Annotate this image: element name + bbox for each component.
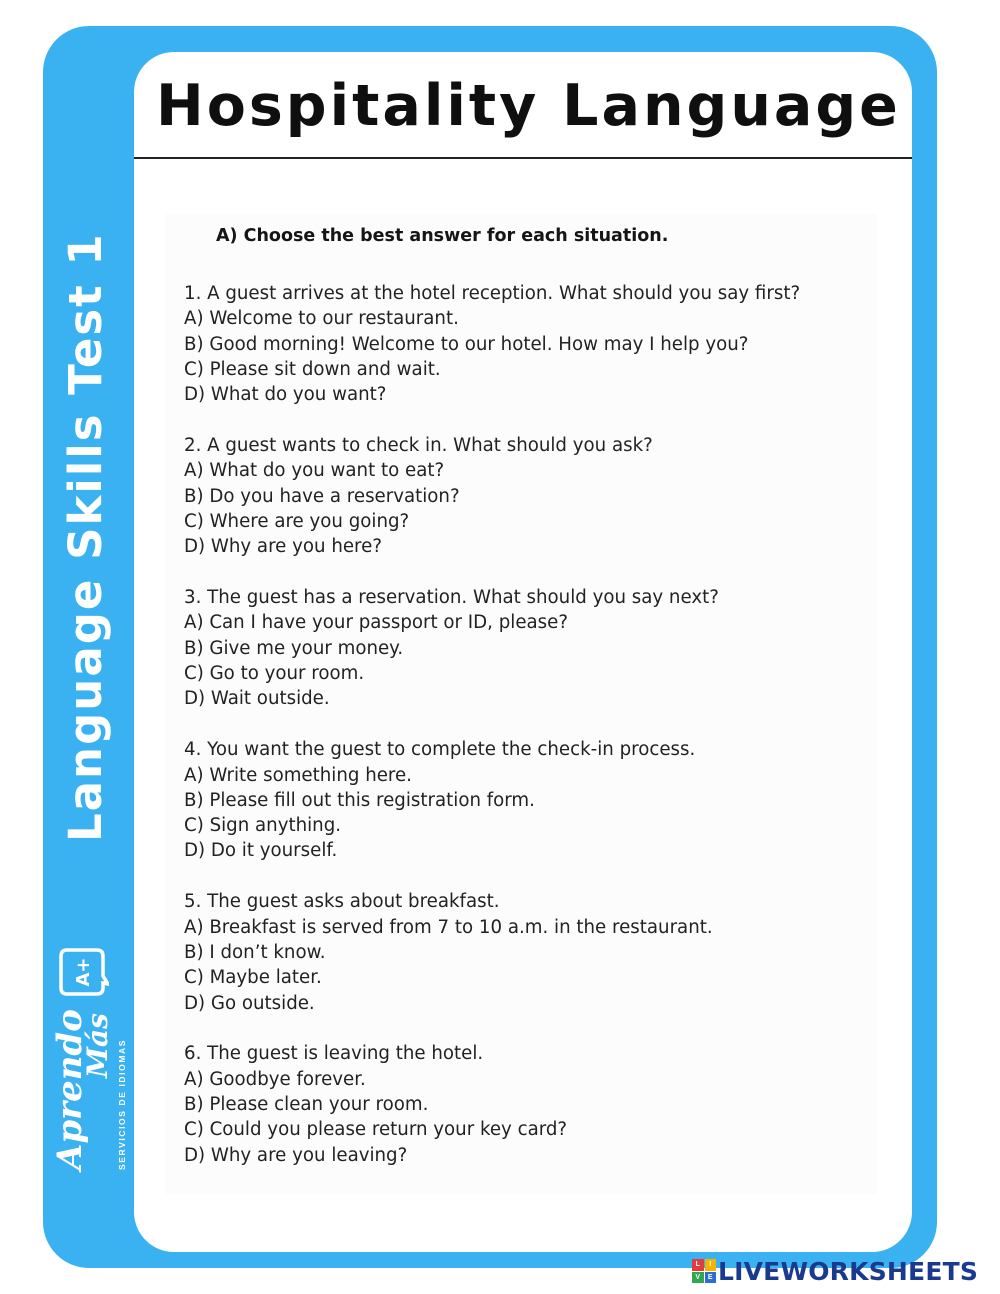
- answer-option[interactable]: C) Sign anything.: [184, 815, 342, 837]
- answer-option[interactable]: A) Can I have your passport or ID, please?: [184, 612, 568, 634]
- answer-option[interactable]: B) I don’t know.: [184, 941, 326, 963]
- answer-option[interactable]: D) Why are you leaving?: [184, 1144, 408, 1166]
- answer-option[interactable]: C) Please sit down and wait.: [184, 358, 441, 380]
- question-block: [184, 889, 874, 1015]
- brand-line-1: Aprendo: [50, 1009, 90, 1170]
- answer-option[interactable]: D) Wait outside.: [184, 688, 330, 710]
- side-title: Language Skills Test 1: [59, 232, 112, 842]
- answer-option[interactable]: B) Please clean your room.: [184, 1093, 429, 1115]
- answer-option[interactable]: B) Good morning! Welcome to our hotel. How may I help you?: [184, 333, 749, 355]
- answer-option[interactable]: A) Welcome to our restaurant.: [184, 308, 459, 330]
- page-title: Hospitality Language: [156, 73, 901, 139]
- mark-letter: L: [692, 1259, 704, 1271]
- answer-option[interactable]: D) Why are you here?: [184, 536, 382, 558]
- answer-option[interactable]: C) Where are you going?: [184, 510, 410, 532]
- question-prompt: 6. The guest is leaving the hotel.: [184, 1043, 484, 1065]
- aprendo-mas-logo: [50, 944, 135, 1170]
- answer-option[interactable]: A) Goodbye forever.: [184, 1068, 366, 1090]
- question-prompt: 3. The guest has a reservation. What should you say next?: [184, 587, 719, 609]
- answer-option[interactable]: A) Breakfast is served from 7 to 10 a.m. in the restaurant.: [184, 916, 713, 938]
- section-instruction: A) Choose the best answer for each situation.: [216, 226, 669, 246]
- mark-letter: V: [692, 1272, 704, 1284]
- answer-option[interactable]: C) Maybe later.: [184, 967, 322, 989]
- answer-option[interactable]: D) Do it yourself.: [184, 840, 338, 862]
- mark-letter: E: [705, 1272, 717, 1284]
- answer-option[interactable]: D) What do you want?: [184, 384, 387, 406]
- liveworksheets-logo[interactable]: [692, 1256, 978, 1286]
- title-divider: [134, 157, 912, 159]
- answer-option[interactable]: B) Please fill out this registration form.: [184, 789, 535, 811]
- answer-option[interactable]: C) Could you please return your key card?: [184, 1119, 568, 1141]
- answer-option[interactable]: A) What do you want to eat?: [184, 460, 445, 482]
- question-block: [184, 585, 874, 711]
- brand-line-2: Más: [81, 1013, 114, 1078]
- liveworksheets-wordmark: LIVEWORKSHEETS: [718, 1256, 979, 1286]
- mark-letter: I: [705, 1259, 717, 1271]
- question-block: [184, 433, 874, 559]
- question-prompt: 2. A guest wants to check in. What should you ask?: [184, 435, 653, 457]
- question-prompt: 1. A guest arrives at the hotel reception. What should you say first?: [184, 283, 801, 304]
- question-prompt: 5. The guest asks about breakfast.: [184, 891, 500, 913]
- brand-tagline: SERVICIOS DE IDIOMAS: [117, 1038, 127, 1170]
- answer-option[interactable]: D) Go outside.: [184, 992, 315, 1014]
- answer-option[interactable]: B) Give me your money.: [184, 637, 404, 659]
- answer-option[interactable]: B) Do you have a reservation?: [184, 485, 460, 507]
- question-block: [184, 1041, 874, 1167]
- badge-text: A+: [73, 957, 94, 987]
- liveworksheets-mark-icon: [692, 1259, 716, 1283]
- question-list: [184, 281, 874, 1193]
- question-block: [184, 281, 874, 407]
- question-block: [184, 737, 874, 863]
- brand-wordmark: [50, 944, 114, 1170]
- answer-option[interactable]: C) Go to your room.: [184, 663, 365, 685]
- answer-option[interactable]: A) Write something here.: [184, 764, 412, 786]
- question-prompt: 4. You want the guest to complete the check-in process.: [184, 739, 696, 761]
